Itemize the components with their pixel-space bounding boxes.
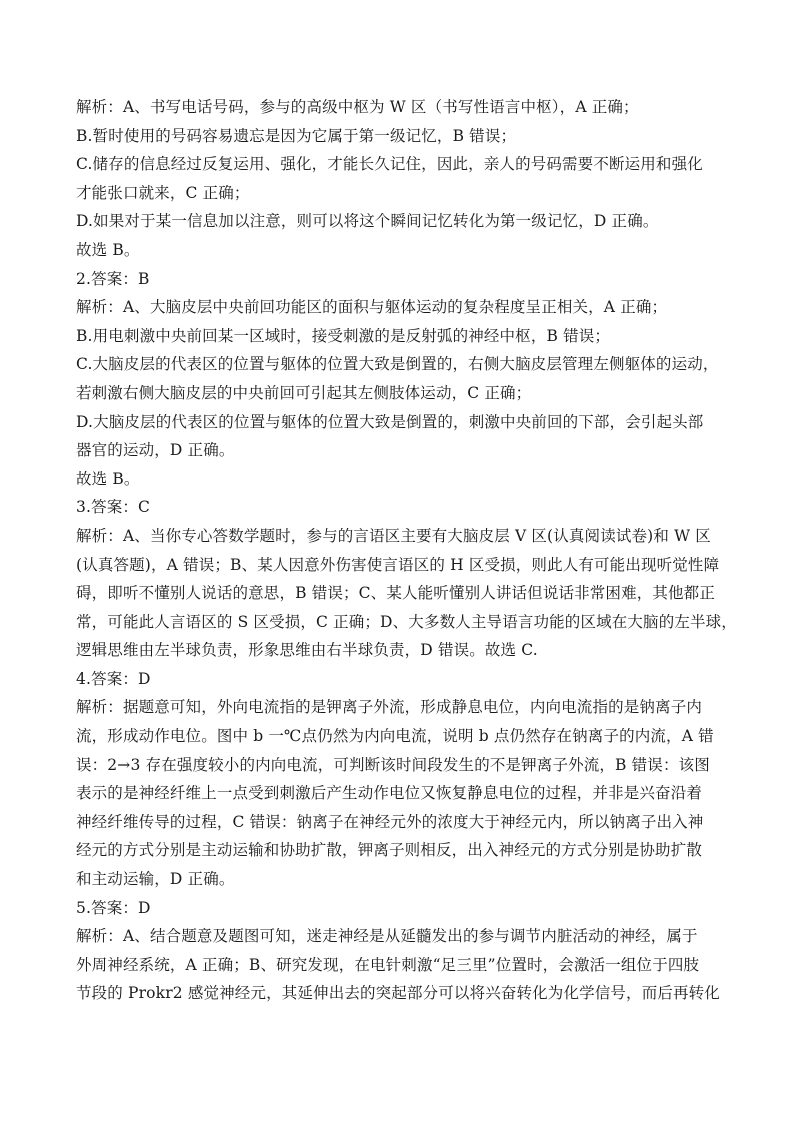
text-line: D.如果对于某一信息加以注意，则可以将这个瞬间记忆转化为第一级记忆，D 正确。: [76, 212, 659, 231]
text-line: 器官的运动，D 正确。: [76, 441, 235, 460]
answer-heading: 2.答案：B: [76, 269, 150, 288]
text-line: 故选 B。: [76, 240, 140, 259]
text-line: 若刺激右侧大脑皮层的中央前回可引起其左侧肢体运动，C 正确；: [76, 383, 532, 402]
text-line: 常，可能此人言语区的 S 区受损，C 正确；D、大多数人主导语言功能的区域在大脑的左半球，: [76, 612, 737, 631]
text-line: 逻辑思维由左半球负责，形象思维由右半球负责，D 错误。故选 C.: [76, 641, 538, 660]
answer-heading: 4.答案：D: [76, 669, 151, 688]
text-line: 解析：据题意可知，外向电流指的是钾离子外流，形成静息电位，内向电流指的是钠离子内: [76, 698, 703, 717]
text-line: 解析：A、大脑皮层中央前回功能区的面积与躯体运动的复杂程度呈正相关，A 正确；: [76, 298, 668, 317]
text-line: 经元的方式分别是主动运输和协助扩散，钾离子则相反，出入神经元的方式分别是协助扩散: [76, 841, 703, 860]
text-line: 流，形成动作电位。图中 b 一℃点仍然为内向电流，说明 b 点仍然存在钠离子的内流，A 错: [76, 727, 714, 746]
text-line: 外周神经系统，A 正确；B、研究发现，在电针刺激“足三里”位置时，会激活一组位于四肢: [76, 955, 700, 974]
text-line: 节段的 Prokr2 感觉神经元，其延伸出去的突起部分可以将兴奋转化为化学信号，而后再转化: [76, 984, 720, 1003]
answer-heading: 3.答案：C: [76, 498, 151, 517]
text-line: C.储存的信息经过反复运用、强化，才能长久记住，因此，亲人的号码需要不断运用和强化: [76, 155, 703, 174]
text-line: 表示的是神经纤维上一点受到刺激后产生动作电位又恢复静息电位的过程，并非是兴奋沿着: [76, 784, 703, 803]
text-line: 解析：A、当你专心答数学题时，参与的言语区主要有大脑皮层 V 区(认真阅读试卷)和 W 区: [76, 526, 711, 545]
text-line: 故选 B。: [76, 469, 140, 488]
text-line: 和主动运输，D 正确。: [76, 870, 235, 889]
text-line: 神经纤维传导的过程，C 错误：钠离子在神经元外的浓度大于神经元内，所以钠离子出入神: [76, 812, 704, 831]
text-line: B.用电刺激中央前回某一区域时，接受刺激的是反射弧的神经中枢，B 错误；: [76, 326, 611, 345]
text-line: 碍，即听不懂别人说话的意思，B 错误；C、某人能听懂别人讲话但说话非常困难，其他都正: [76, 584, 715, 603]
text-line: 误：2→3 存在强度较小的内向电流，可判断该时间段发生的不是钾离子外流，B 错误：该图: [76, 755, 710, 774]
text-line: (认真答题)，A 错误；B、某人因意外伤害使言语区的 H 区受损，则此人有可能出现听觉性障: [76, 555, 720, 574]
text-line: D.大脑皮层的代表区的位置与躯体的位置大致是倒置的，刺激中央前回的下部，会引起头部: [76, 412, 704, 431]
text-line: 解析：A、书写电话号码，参与的高级中枢为 W 区（书写性语言中枢），A 正确；: [76, 98, 639, 116]
text-line: 才能张口就来，C 正确；: [76, 183, 250, 202]
text-line: B.暂时使用的号码容易遗忘是因为它属于第一级记忆，B 错误；: [76, 126, 517, 145]
text-line: 解析：A、结合题意及题图可知，迷走神经是从延髓发出的参与调节内脏活动的神经，属于: [76, 927, 698, 946]
document-page: [76, 93, 737, 1008]
answer-heading: 5.答案：D: [76, 898, 151, 917]
text-line: C.大脑皮层的代表区的位置与躯体的位置大致是倒置的，右侧大脑皮层管理左侧躯体的运动，: [76, 355, 719, 374]
